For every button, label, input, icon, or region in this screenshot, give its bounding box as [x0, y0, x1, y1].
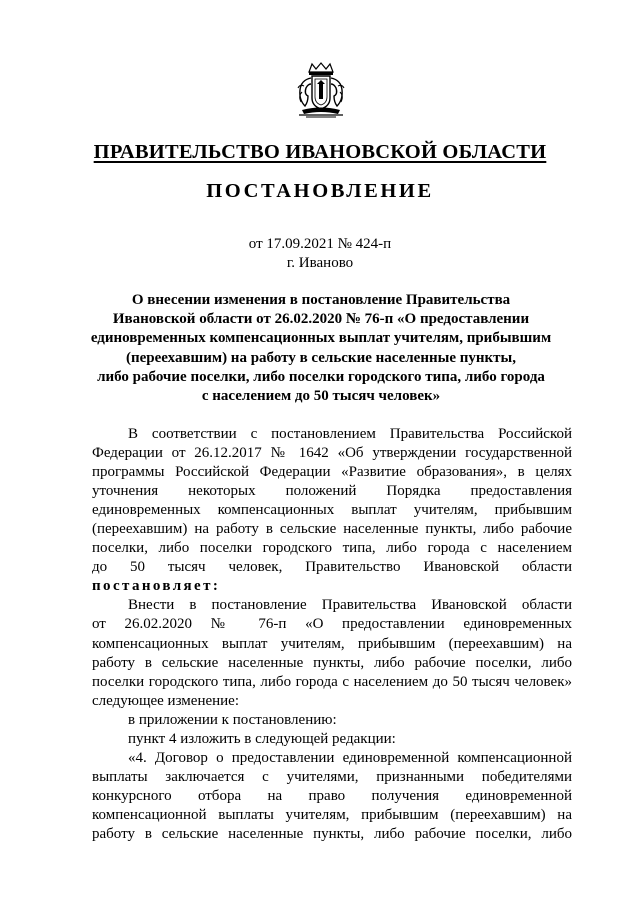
body-line: поселки городского типа, либо города с населением до 50 тысяч человек»	[92, 673, 572, 690]
date-number: от 17.09.2021 № 424-п	[248, 236, 392, 252]
body-line: «4. Договор о предоставлении единовременной компенсационной	[128, 749, 572, 766]
body-line: работу в сельские населенные пункты, либо рабочие поселки, либо	[92, 825, 572, 842]
body-line: конкурсного отбора на право получения единовременной	[92, 787, 572, 804]
body-line: уточнения некоторых положений Порядка предоставления	[92, 483, 572, 500]
body-line: в приложении к постановлению:	[128, 711, 337, 728]
body-line: компенсационной выплаты учителям, прибывшим (переехавшим) на	[92, 806, 572, 823]
document-type: ПОСТАНОВЛЕНИЕ	[206, 180, 434, 202]
body-line: работу в сельские населенные пункты, либо рабочие поселки, либо	[92, 654, 572, 671]
subject-line: единовременных компенсационных выплат учителям, прибывшим	[90, 330, 552, 347]
organization-title: ПРАВИТЕЛЬСТВО ИВАНОВСКОЙ ОБЛАСТИ	[93, 141, 547, 163]
subject-line: либо рабочие поселки, либо поселки городского типа, либо города	[97, 368, 545, 385]
body-line: В соответствии с постановлением Правительства Российской	[128, 426, 572, 442]
body-line: компенсационных выплат учителям, прибывшим (переехавшим) на	[92, 635, 572, 652]
body-line: единовременных компенсационных выплат учителям, прибывшим	[92, 502, 572, 519]
body-line: следующее изменение:	[92, 692, 240, 709]
coat-of-arms-icon	[296, 62, 346, 120]
body-line: Внести в постановление Правительства Ивановской области	[128, 597, 572, 614]
subject-line: (переехавшим) на работу в сельские населенные пункты,	[125, 349, 516, 366]
subject-line: О внесении изменения в постановление Правительства	[131, 292, 511, 308]
subject-line: с населением до 50 тысяч человек»	[201, 388, 441, 405]
subject-line: Ивановской области от 26.02.2020 № 76-п «О предоставлении	[112, 311, 530, 328]
document-subject	[86, 291, 556, 406]
body-line: Федерации от 26.12.2017 № 1642 «Об утверждении государственной	[92, 445, 572, 462]
body-line: поселки, либо поселки городского типа, либо города с населением	[92, 540, 572, 557]
body-line: программы Российской Федерации «Развитие образования», в целях	[92, 464, 572, 481]
resolves-word: постановляет:	[92, 578, 221, 595]
body-line: пункт 4 изложить в следующей редакции:	[128, 730, 396, 747]
body-line: от 26.02.2020 № 76-п «О предоставлении единовременных	[92, 616, 572, 633]
place: г. Иваново	[286, 255, 354, 271]
body-line: выплаты заключается с учителями, признанными победителями	[92, 768, 572, 785]
body-line: до 50 тысяч человек, Правительство Ивановской области	[92, 559, 572, 576]
body-line: (переехавшим) на работу в сельские населенные пункты, либо рабочие	[92, 521, 572, 538]
document-body	[92, 425, 572, 844]
